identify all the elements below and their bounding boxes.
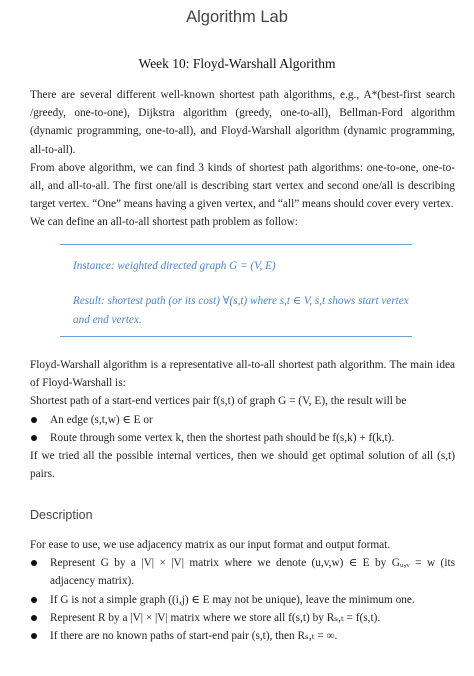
intro-section <box>30 86 455 232</box>
bullet-icon <box>31 615 37 621</box>
floyd-bullet-list <box>30 411 455 447</box>
list-item: If there are no known paths of start-end pair (s,t), then Rₛ,ₜ = ∞. <box>30 627 455 645</box>
callout-bottom-divider <box>60 336 412 337</box>
floyd-paragraph-2: Shortest path of a start-end vertices pair f(s,t) of graph G = (V, E), the result will be <box>30 395 407 408</box>
floyd-paragraph-1: Floyd-Warshall algorithm is a representative all-to-all shortest path algorithm. The main idea of Floyd-Warshall is: <box>30 359 455 390</box>
floyd-paragraph-3: If we tried all the possible internal vertices, then we should get optimal solution of all (s,t) pairs. <box>30 450 455 481</box>
bullet-icon <box>31 597 37 603</box>
lesson-title: Week 10: Floyd-Warshall Algorithm <box>138 56 336 71</box>
callout-top-divider <box>60 244 412 245</box>
intro-paragraph-3: We can define an all-to-all shortest path problem as follow: <box>30 216 298 229</box>
bullet-icon <box>31 560 37 566</box>
intro-paragraph-2: From above algorithm, we can find 3 kinds of shortest path algorithms: one-to-one, one-to-all, and all-to-all. The first one/all is describing start vertex and second one/all is describing target vertex. “One” means having a given vertex, and “all” means should cover every vertex. <box>30 161 455 211</box>
description-heading: Description <box>30 508 93 522</box>
description-intro: For ease to use, we use adjacency matrix as our input format and output format. <box>30 539 391 551</box>
floyd-section <box>30 356 455 483</box>
description-bullet-list <box>30 554 455 645</box>
callout-instance: Instance: weighted directed graph G = (V, E) <box>73 260 276 272</box>
list-item: If G is not a simple graph ((i,j) ∈ E may not be unique), leave the minimum one. <box>30 591 455 609</box>
description-section <box>30 536 455 645</box>
list-item: Route through some vertex k, then the shortest path should be f(s,k) + f(k,t). <box>30 429 455 447</box>
list-item: Represent G by a |V| × |V| matrix where we denote (u,v,w) ∈ E by Gᵤ,ᵥ = w (its adjacency matrix). <box>30 554 455 590</box>
list-item: Represent R by a |V| × |V| matrix where we store all f(s,t) by Rₛ,ₜ = f(s,t). <box>30 609 455 627</box>
intro-paragraph-1: There are several different well-known shortest path algorithms, e.g., A*(best-first search /greedy, one-to-one), Dijkstra algorithm (greedy, one-to-all), Bellman-Ford algorithm (dynamic programming, one-to-all), and Floyd-Warshall algorithm (dynamic programming, all-to-all). <box>30 89 455 156</box>
bullet-icon <box>31 633 37 639</box>
bullet-icon <box>31 435 37 441</box>
callout-result: Result: shortest path (or its cost) ∀(s,t) where s,t ∈ V, s,t shows start vertex and end vertex. <box>73 295 409 326</box>
bullet-icon <box>31 417 37 423</box>
app-title: Algorithm Lab <box>186 8 288 26</box>
list-item: An edge (s,t,w) ∈ E or <box>30 411 455 429</box>
